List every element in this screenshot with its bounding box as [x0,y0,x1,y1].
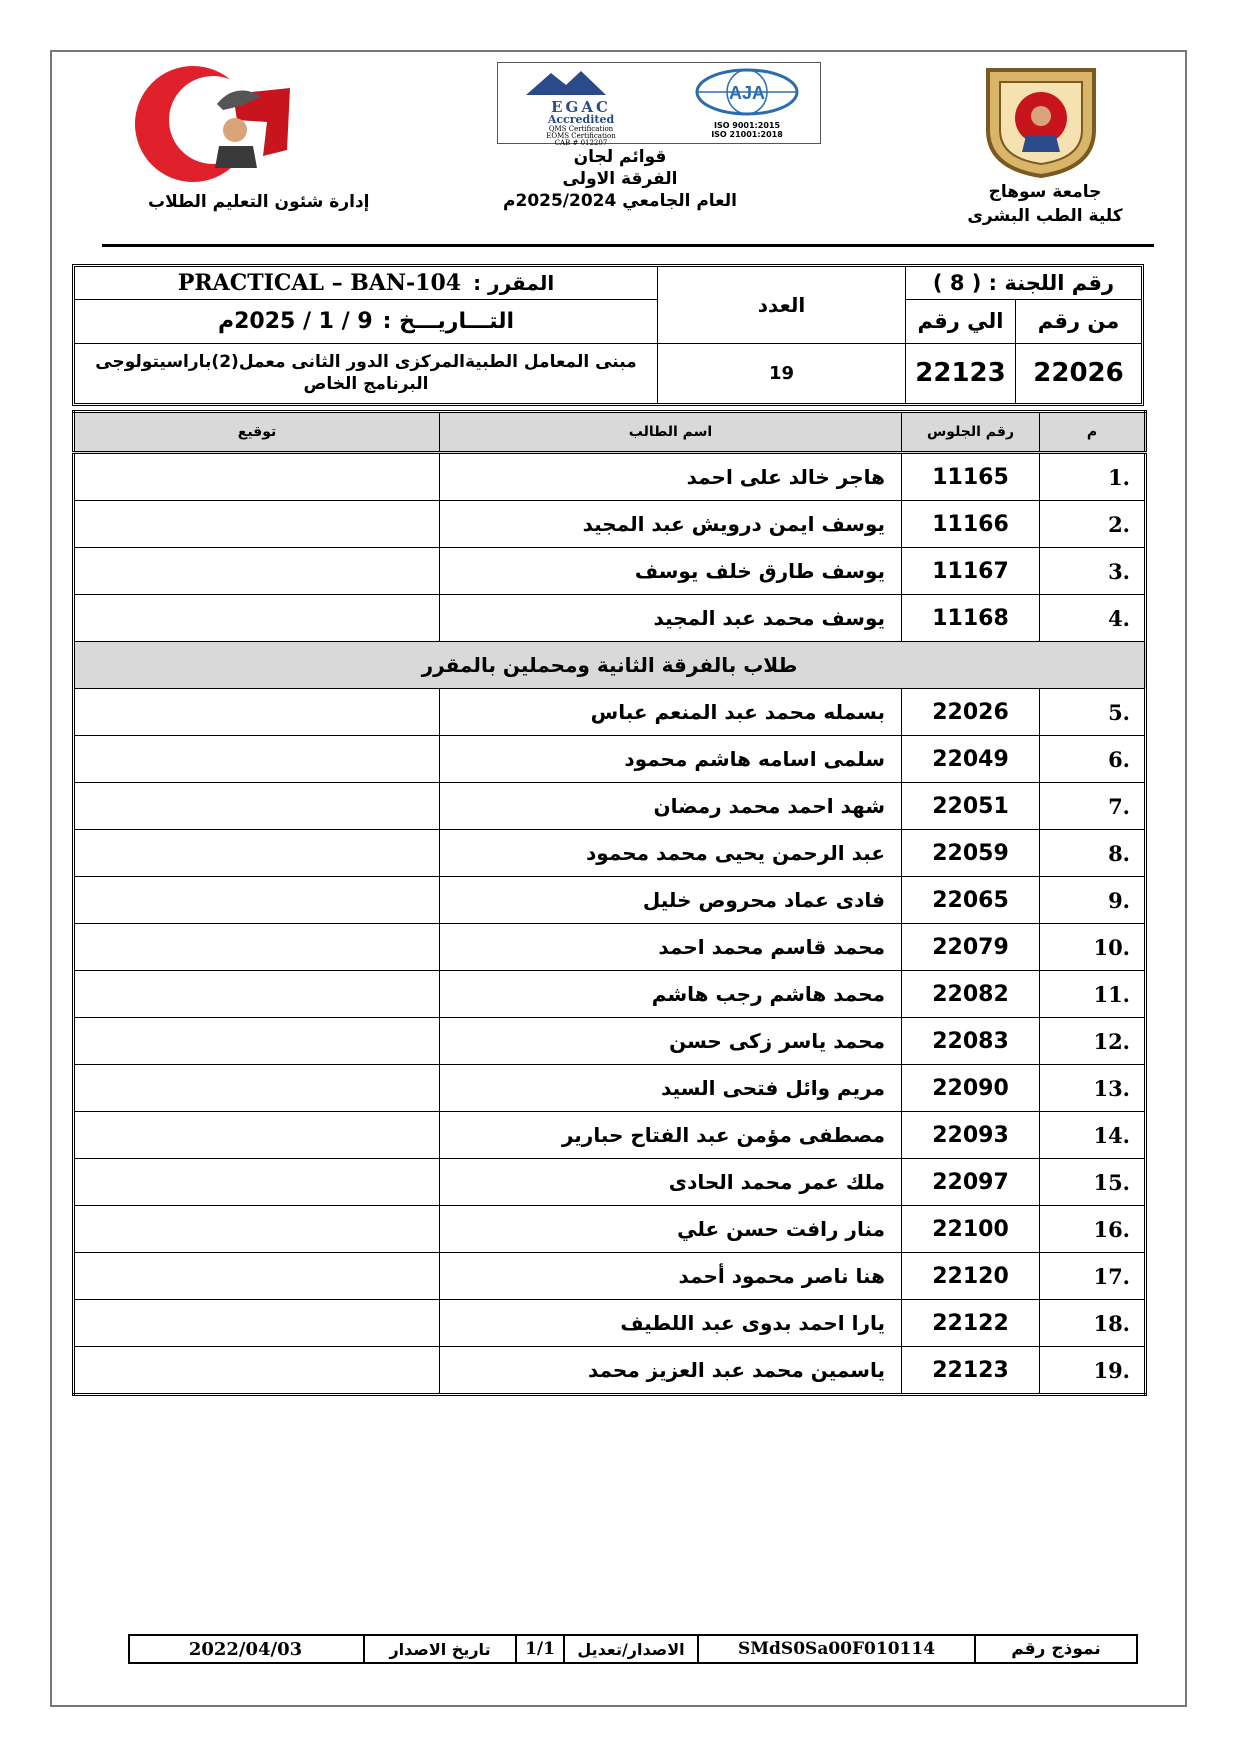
year-level: الفرقة الاولى [562,169,678,189]
student-name: فادى عماد محروص خليل [440,877,902,924]
footer-divider [363,1636,365,1662]
table-row [74,1018,1146,1065]
aja-logo: AJA ISO 9001:2015 ISO 21001:2018 [682,67,812,139]
seat-number: 22079 [902,924,1040,971]
header-divider [102,244,1154,247]
table-row [74,1065,1146,1112]
count-label: العدد [757,293,806,317]
row-index: 9. [1040,877,1146,924]
course-label: المقرر : [473,271,555,295]
footer-divider [697,1636,699,1662]
table-row [74,1347,1146,1395]
student-name: سلمى اسامه هاشم محمود [440,736,902,783]
row-index: 6. [1040,736,1146,783]
student-name: عبد الرحمن يحيى محمد محمود [440,830,902,877]
row-index: 12. [1040,1018,1146,1065]
student-name: محمد قاسم محمد احمد [440,924,902,971]
course-code: PRACTICAL – BAN-104 [177,270,462,296]
from-number-label: من رقم [1037,309,1120,333]
table-row [74,1300,1146,1347]
form-number-value: SMdS0Sa00F010114 [737,1639,936,1659]
table-row [74,783,1146,830]
student-name: يوسف ايمن درويش عبد المجيد [440,501,902,548]
signature-cell[interactable] [74,548,440,595]
signature-cell[interactable] [74,501,440,548]
student-name: هاجر خالد على احمد [440,453,902,501]
student-name: مصطفى مؤمن عبد الفتاح حبارير [440,1112,902,1159]
student-name: يارا احمد بدوى عبد اللطيف [440,1300,902,1347]
row-index: 16. [1040,1206,1146,1253]
signature-cell[interactable] [74,1253,440,1300]
table-row [74,971,1146,1018]
seat-number: 22049 [902,736,1040,783]
row-index: 10. [1040,924,1146,971]
date-value: 9 / 1 / 2025م [217,308,373,334]
footer-divider [974,1636,976,1662]
seat-number: 22123 [902,1347,1040,1395]
signature-cell[interactable] [74,1300,440,1347]
academic-year: العام الجامعي 2025/2024م [503,191,737,211]
location-cell: مبنى المعامل الطبيةالمركزى الدور الثانى معمل(2)باراسيتولوجى البرنامج الخاص [95,352,637,394]
table-row [74,1253,1146,1300]
col-seat-number: رقم الجلوس [902,412,1040,453]
seat-number: 11166 [902,501,1040,548]
footer-divider [515,1636,517,1662]
seat-number: 11167 [902,548,1040,595]
row-index: 15. [1040,1159,1146,1206]
row-index: 14. [1040,1112,1146,1159]
table-row [74,453,1146,501]
table-row [74,548,1146,595]
seat-number: 22120 [902,1253,1040,1300]
footer-divider [563,1636,565,1662]
row-index: 7. [1040,783,1146,830]
department-name: إدارة شئون التعليم الطلاب [148,192,370,212]
university-seal [978,60,1104,178]
signature-cell[interactable] [74,689,440,736]
student-name: منار رافت حسن علي [440,1206,902,1253]
date-cell [75,299,657,343]
row-index: 1. [1040,453,1146,501]
row-index: 17. [1040,1253,1146,1300]
student-name: محمد هاشم رجب هاشم [440,971,902,1018]
student-name: بسمله محمد عبد المنعم عباس [440,689,902,736]
from-number-value: 22026 [1033,358,1124,388]
course-cell [75,267,657,299]
student-name: هنا ناصر محمود أحمد [440,1253,902,1300]
signature-cell[interactable] [74,736,440,783]
signature-cell[interactable] [74,924,440,971]
row-index: 18. [1040,1300,1146,1347]
table-row [74,924,1146,971]
seat-number: 22059 [902,830,1040,877]
section-note: طلاب بالفرقة الثانية ومحملين بالمقرر [74,642,1146,689]
seat-number: 22100 [902,1206,1040,1253]
issue-date-label: تاريخ الاصدار [389,1639,491,1659]
university-name: جامعة سوهاج [988,182,1102,202]
row-index: 13. [1040,1065,1146,1112]
student-name: ياسمين محمد عبد العزيز محمد [440,1347,902,1395]
student-name: مريم وائل فتحى السيد [440,1065,902,1112]
aja-text: AJA [728,83,766,103]
row-index: 2. [1040,501,1146,548]
student-name: محمد ياسر زكى حسن [440,1018,902,1065]
exam-info-box [72,264,1144,406]
signature-cell[interactable] [74,453,440,501]
seat-number: 22083 [902,1018,1040,1065]
signature-cell[interactable] [74,1206,440,1253]
col-student-name: اسم الطالب [440,412,902,453]
student-name: ملك عمر محمد الحادى [440,1159,902,1206]
student-name: شهد احمد محمد رمضان [440,783,902,830]
table-row [74,689,1146,736]
seat-number: 22097 [902,1159,1040,1206]
date-label: التـــاريـــخ : [382,308,515,334]
table-row [74,830,1146,877]
egac-logo: EGAC Accredited QMS Certification EOMS Certification CAB # 012207 [506,67,656,139]
table-header-row [74,412,1146,453]
signature-cell[interactable] [74,1112,440,1159]
signature-cell[interactable] [74,1159,440,1206]
count-value: 19 [768,362,795,384]
certification-logos [497,62,821,147]
signature-cell[interactable] [74,830,440,877]
table-row [74,736,1146,783]
seat-number: 22026 [902,689,1040,736]
row-index: 4. [1040,595,1146,642]
table-row [74,1159,1146,1206]
seat-number: 11165 [902,453,1040,501]
row-index: 19. [1040,1347,1146,1395]
to-number-label: الي رقم [917,309,1004,333]
seat-number: 22065 [902,877,1040,924]
row-index: 3. [1040,548,1146,595]
seat-number: 22082 [902,971,1040,1018]
table-row [74,1206,1146,1253]
col-index: م [1040,412,1146,453]
signature-cell[interactable] [74,1018,440,1065]
header-center-text [470,146,770,212]
table-row [74,1112,1146,1159]
table-row [74,501,1146,548]
signature-cell[interactable] [74,595,440,642]
student-name: يوسف طارق خلف يوسف [440,548,902,595]
to-number-value: 22123 [915,358,1006,388]
university-block [960,180,1130,228]
row-index: 11. [1040,971,1146,1018]
version-value: 1/1 [525,1639,555,1659]
signature-cell[interactable] [74,971,440,1018]
faculty-logo [115,60,315,190]
row-index: 5. [1040,689,1146,736]
row-index: 8. [1040,830,1146,877]
col-signature: توقيع [74,412,440,453]
committee-number: رقم اللجنة : ( 8 ) [932,271,1115,295]
signature-cell[interactable] [74,783,440,830]
form-number-label: نموذج رقم [1011,1639,1101,1659]
section-row [74,642,1146,689]
faculty-name: كلية الطب البشرى [967,206,1123,226]
students-table [72,410,1147,1396]
seat-number: 22093 [902,1112,1040,1159]
form-footer [128,1634,1138,1664]
signature-cell[interactable] [74,1347,440,1395]
signature-cell[interactable] [74,1065,440,1112]
seat-number: 22051 [902,783,1040,830]
lists-title: قوائم لجان [573,147,667,167]
version-label: الاصدار/تعديل [577,1639,685,1659]
issue-date-value: 2022/04/03 [188,1638,303,1660]
table-row [74,595,1146,642]
seat-number: 22122 [902,1300,1040,1347]
table-row [74,877,1146,924]
seat-number: 22090 [902,1065,1040,1112]
student-name: يوسف محمد عبد المجيد [440,595,902,642]
seat-number: 11168 [902,595,1040,642]
signature-cell[interactable] [74,877,440,924]
